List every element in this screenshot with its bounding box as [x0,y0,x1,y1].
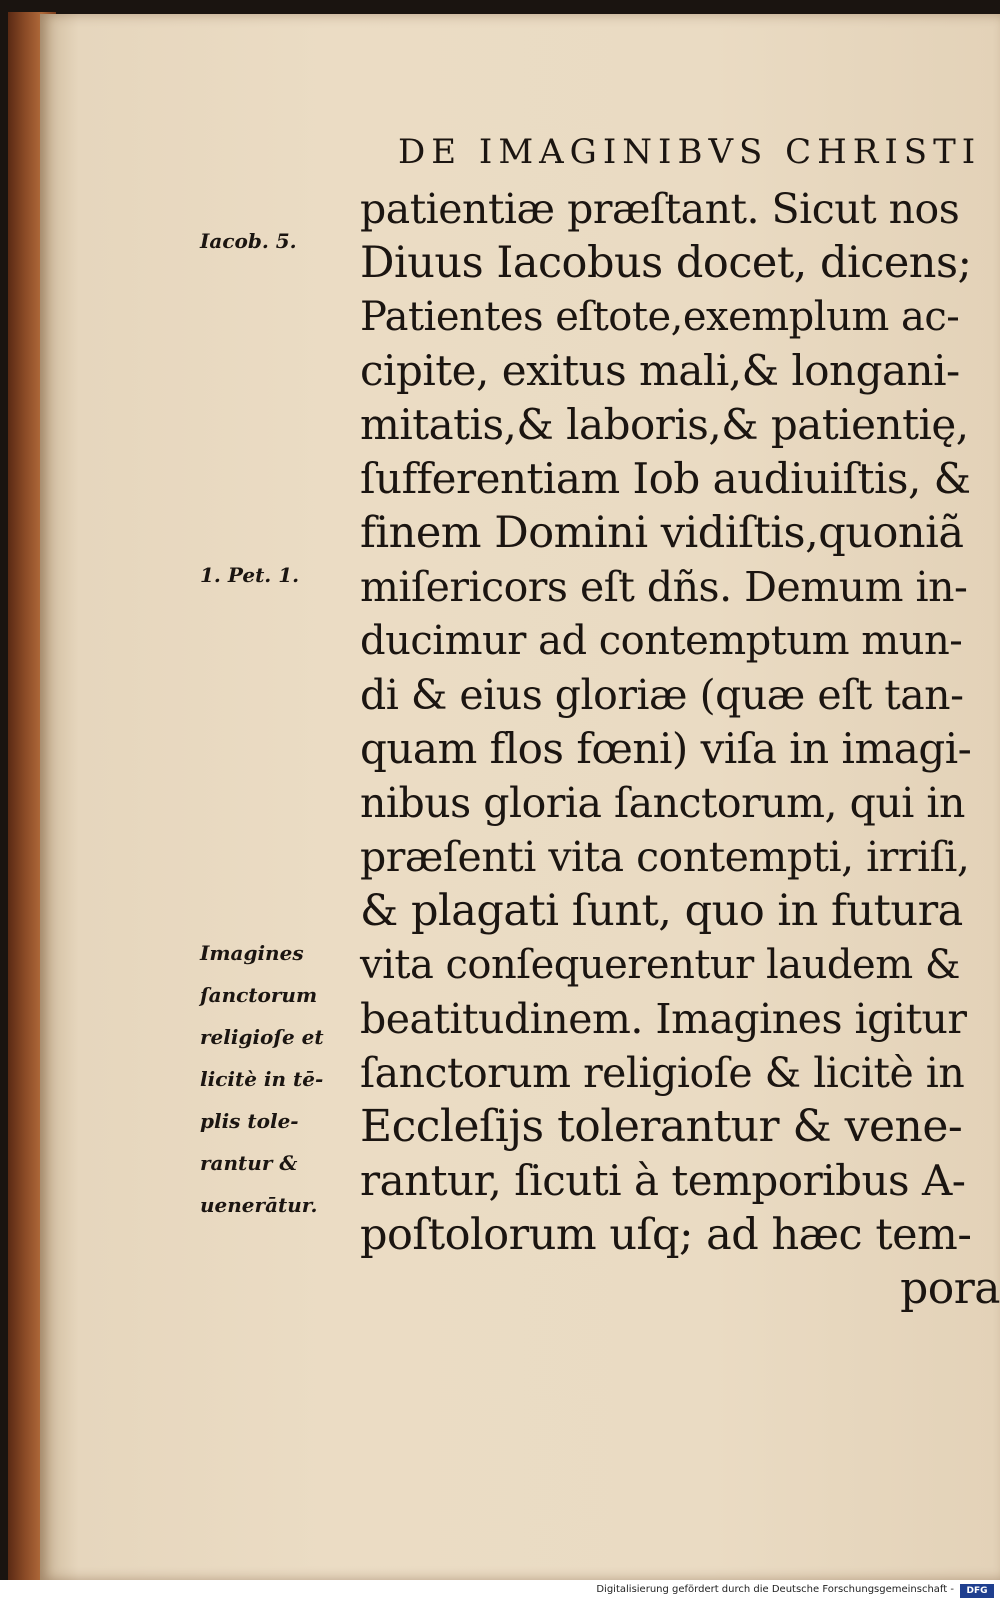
margin-note-line: rantur & [200,1151,298,1175]
footer-credit: Digitalisierung gefördert durch die Deutsche Forschungsgemeinschaft - [596,1584,954,1595]
margin-note-iacob: Iacob. 5. [200,229,297,253]
margin-note-pet: 1. Pet. 1. [200,563,300,587]
running-head: DE IMAGINIBVS CHRISTI [398,132,982,172]
margin-note-line: uenerātur. [200,1193,318,1217]
book-page [40,14,1000,1580]
text-line: ſufferentiam Iob audiuiſtis, & [360,454,971,503]
margin-note-line: plis tole- [200,1109,299,1133]
text-line: poſtolorum uſq; ad hæc tem- [360,1210,972,1260]
text-line: quam flos fœni) viſa in imagi- [360,724,972,773]
text-line: Eccleſijs tolerantur & vene- [360,1101,963,1152]
text-line: miſericors eſt dñs. Demum in- [360,563,968,611]
text-line: nibus gloria ſanctorum, qui in [360,779,965,827]
text-line: præſenti vita contempti, irriſi, [360,833,970,881]
text-line: & plagati ſunt, quo in futura [360,886,963,936]
text-line: ſanctorum religioſe & licitè in [360,1049,965,1097]
text-line: di & eius gloriæ (quæ eſt tan- [360,671,964,719]
text-line: rantur, ſicuti à temporibus A- [360,1156,966,1205]
text-line: Diuus Iacobus docet, dicens; [360,238,972,288]
text-line: ducimur ad contemptum mun- [360,618,963,664]
text-line: cipite, exitus mali,& longani- [360,346,960,395]
dfg-logo-icon: DFG [960,1584,994,1598]
margin-note-line: ſanctorum [200,983,318,1007]
text-line: vita conſequerentur laudem & [360,942,960,988]
text-line: Patientes eſtote,exemplum ac- [360,294,960,340]
footer-bar [0,1580,1000,1603]
text-line: finem Domini vidiſtis,quoniã [360,508,964,558]
margin-note-line: licitè in tē- [200,1067,324,1091]
text-line: mitatis,& laboris,& patientię, [360,400,969,449]
text-line: beatitudinem. Imagines igitur [360,995,967,1043]
margin-note-line: Imagines [200,941,304,965]
text-line: patientiæ præſtant. Sicut nos [360,185,960,233]
margin-note-line: religioſe et [200,1025,324,1049]
catchword: pora [900,1263,1000,1314]
